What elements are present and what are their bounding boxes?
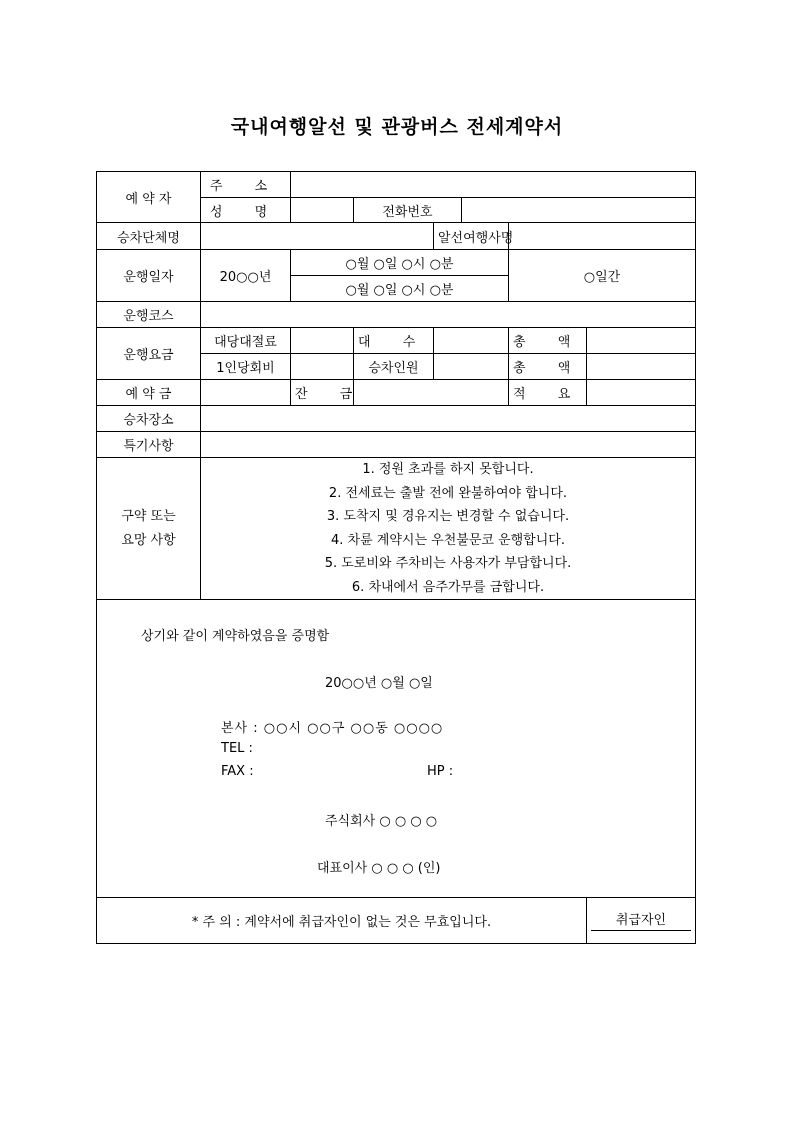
special-field[interactable] bbox=[201, 432, 696, 458]
terms-label-line1: 구약 또는 bbox=[121, 508, 176, 524]
agency-field[interactable] bbox=[509, 223, 696, 250]
handler-box[interactable] bbox=[587, 898, 696, 944]
phone-label: 전화번호 bbox=[354, 198, 462, 223]
rule-item: 5. 도로비와 주차비는 사용자가 부담합니다. bbox=[324, 556, 572, 571]
deposit-field[interactable] bbox=[201, 380, 291, 406]
course-label: 운행코스 bbox=[97, 302, 201, 328]
balance-label: 잔 금 bbox=[291, 380, 354, 406]
ceo-signature: 대표이사 ○ ○ ○ (인) bbox=[317, 860, 441, 876]
summary-field[interactable] bbox=[587, 380, 696, 406]
boarding-label: 승차장소 bbox=[97, 406, 201, 432]
total2-field[interactable] bbox=[587, 354, 696, 380]
terms-label bbox=[97, 458, 201, 600]
fare-label: 운행요금 bbox=[97, 328, 201, 380]
company-name: 주식회사 ○ ○ ○ ○ bbox=[325, 813, 438, 829]
group-label: 승차단체명 bbox=[97, 223, 201, 250]
summary-label: 적 요 bbox=[509, 380, 587, 406]
hq-address: 본사 : ○○시 ○○구 ○○동 ○○○○ bbox=[221, 720, 444, 736]
certificate-section bbox=[97, 600, 696, 898]
certificate-date: 20○○년 ○월 ○일 bbox=[325, 675, 433, 691]
notice-text: * 주 의 : 계약서에 취급자인이 없는 것은 무효입니다. bbox=[97, 898, 587, 944]
date-label: 운행일자 bbox=[97, 250, 201, 302]
deposit-label: 예 약 금 bbox=[97, 380, 201, 406]
end-time-field[interactable]: ○월 ○일 ○시 ○분 bbox=[291, 276, 509, 302]
course-field[interactable] bbox=[201, 302, 696, 328]
passengers-field[interactable] bbox=[434, 354, 509, 380]
year-field[interactable]: 20○○년 bbox=[201, 250, 291, 302]
passengers-label: 승차인원 bbox=[354, 354, 434, 380]
fax-label: FAX : bbox=[221, 763, 254, 779]
charter-fee-field[interactable] bbox=[291, 328, 354, 354]
total2-label: 총 액 bbox=[509, 354, 587, 380]
name-field[interactable] bbox=[291, 198, 354, 223]
balance-field[interactable] bbox=[354, 380, 509, 406]
days-field[interactable]: ○일간 bbox=[509, 250, 696, 302]
rule-item: 4. 차륜 계약시는 우천불문코 운행합니다. bbox=[331, 532, 565, 548]
rule-item: 2. 전세료는 출발 전에 완불하여야 합니다. bbox=[328, 485, 568, 501]
rule-item: 6. 차내에서 음주가무를 금합니다. bbox=[351, 579, 545, 595]
total1-field[interactable] bbox=[587, 328, 696, 354]
per-person-label: 1인당회비 bbox=[201, 354, 291, 380]
address-field[interactable] bbox=[291, 172, 696, 198]
certificate-statement: 상기와 같이 계약하였음을 증명함 bbox=[141, 628, 330, 644]
total1-label: 총 액 bbox=[509, 328, 587, 354]
special-label: 특기사항 bbox=[97, 432, 201, 458]
rule-item: 3. 도착지 및 경유지는 변경할 수 없습니다. bbox=[326, 509, 570, 524]
rule-item: 1. 정원 초과를 하지 못합니다. bbox=[362, 462, 534, 477]
rules-list bbox=[201, 458, 696, 600]
charter-fee-label: 대당대절료 bbox=[201, 328, 291, 354]
phone-field[interactable] bbox=[462, 198, 696, 223]
terms-label-line2: 요망 사항 bbox=[121, 532, 176, 548]
address-label: 주 소 bbox=[201, 172, 291, 198]
count-label: 대 수 bbox=[354, 328, 434, 354]
boarding-field[interactable] bbox=[201, 406, 696, 432]
start-time-field[interactable]: ○월 ○일 ○시 ○분 bbox=[291, 250, 509, 276]
agency-label: 알선여행사명 bbox=[434, 223, 509, 250]
document-title: 국내여행알선 및 관광버스 전세계약서 bbox=[230, 116, 564, 138]
count-field[interactable] bbox=[434, 328, 509, 354]
reserver-label: 예 약 자 bbox=[97, 172, 201, 223]
contract-form bbox=[96, 171, 696, 944]
name-label: 성 명 bbox=[201, 198, 291, 223]
tel-label: TEL : bbox=[221, 740, 253, 756]
handler-label: 취급자인 bbox=[591, 911, 691, 931]
per-person-field[interactable] bbox=[291, 354, 354, 380]
group-field[interactable] bbox=[201, 223, 434, 250]
hp-label: HP : bbox=[427, 763, 454, 779]
